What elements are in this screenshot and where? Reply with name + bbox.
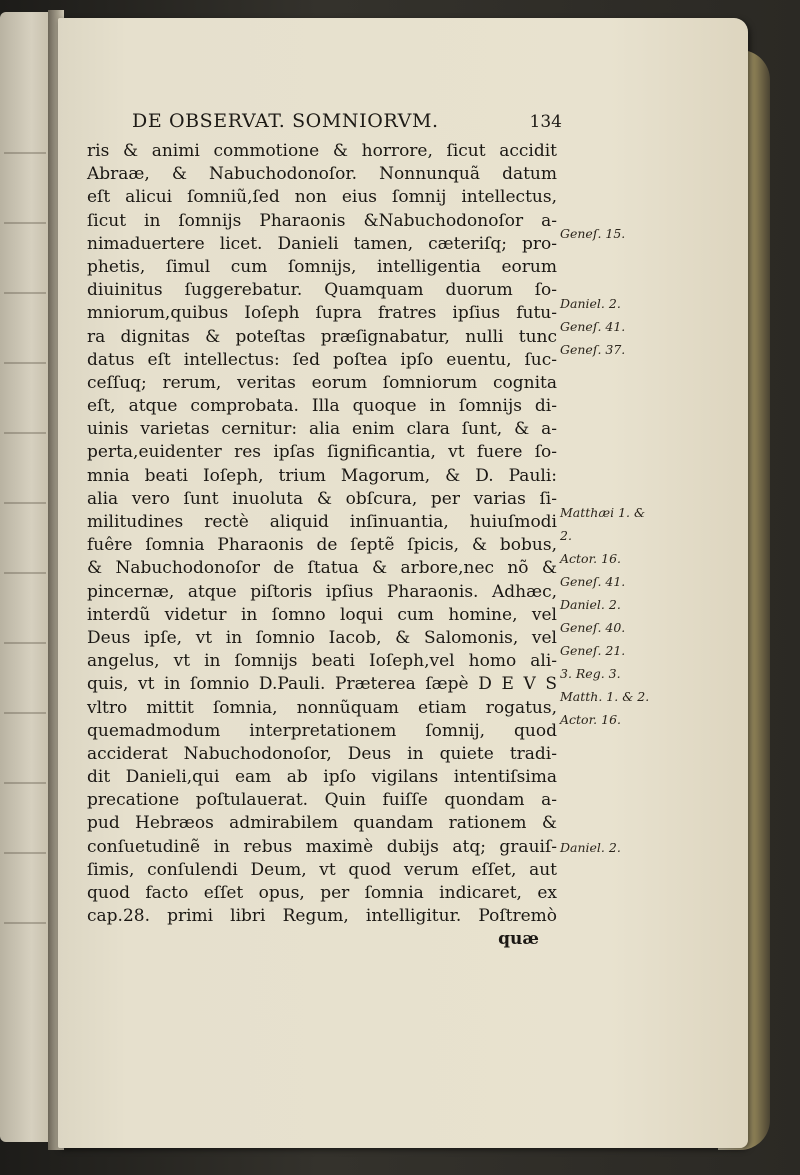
margin-note: Daniel. 2. xyxy=(560,597,621,612)
text-line: mnia beati Ioſeph, trium Magorum, & D. Pauli: xyxy=(87,465,557,486)
margin-note: Geneſ. 37. xyxy=(560,342,626,357)
text-line: ra dignitas & poteſtas præſignabatur, nulli tunc xyxy=(87,326,557,347)
margin-note: 2. xyxy=(560,528,572,543)
margin-note: Geneſ. 15. xyxy=(560,226,626,241)
text-line: mniorum,quibus Ioſeph ſupra fratres ipſius futu- xyxy=(87,303,557,324)
margin-note: Daniel. 2. xyxy=(560,296,621,311)
text-line: cap.28. primi libri Regum, intelligitur. Poſtremò xyxy=(87,906,557,927)
margin-note: Geneſ. 41. xyxy=(560,319,626,334)
text-line: angelus, vt in ſomnijs beati Ioſeph,vel homo ali- xyxy=(87,651,557,672)
text-line: eſt, atque comprobata. Illa quoque in ſomnijs di- xyxy=(87,396,557,417)
text-line: uinis varietas cernitur: alia enim clara ſunt, & a- xyxy=(87,419,557,440)
text-line: pud Hebræos admirabilem quandam rationem & xyxy=(87,813,557,834)
text-line: nimaduertere licet. Danieli tamen, cæteriſq; pro- xyxy=(87,233,557,254)
text-line: quis, vt in ſomnio D.Pauli. Præterea ſæpè D E V S xyxy=(87,674,557,695)
running-title: DE OBSERVAT. SOMNIORVM. xyxy=(132,110,439,132)
text-line: eſt alicui ſomniũ,ſed non eius ſomnij intellectus, xyxy=(87,187,557,208)
text-line: diuinitus ſuggerebatur. Quamquam duorum ſo- xyxy=(87,280,557,301)
margin-note: Geneſ. 40. xyxy=(560,620,626,635)
text-line: Abraæ, & Nabuchodonoſor. Nonnunquã datum xyxy=(87,164,557,185)
text-line: interdũ videtur in ſomno loqui cum homine, vel xyxy=(87,604,557,625)
text-line: & Nabuchodonoſor de ſtatua & arbore,nec nõ & xyxy=(87,558,557,579)
text-line: acciderat Nabuchodonoſor, Deus in quiete tradi- xyxy=(87,743,557,764)
text-line: quod facto eſſet opus, per ſomnia indicaret, ex xyxy=(87,883,557,903)
folio-number: 134 xyxy=(529,112,562,132)
text-line: fuêre ſomnia Pharaonis de ſeptẽ ſpicis, & bobus, xyxy=(87,535,557,556)
margin-note: Geneſ. 21. xyxy=(560,643,626,658)
text-line: quemadmodum interpretationem ſomnij, quod xyxy=(87,720,557,741)
facing-page-edge xyxy=(0,12,52,1142)
margin-note: 3. Reg. 3. xyxy=(560,666,621,681)
text-line: perta,euidenter res ipſas ſignificantia, vt fuere ſo- xyxy=(87,442,557,463)
margin-note: Geneſ. 41. xyxy=(560,574,626,589)
margin-note: Actor. 16. xyxy=(560,551,622,566)
text-line: militudines rectè aliquid inſinuantia, huiuſmodi xyxy=(87,512,557,532)
text-line: precatione poſtulauerat. Quin fuiſſe quondam a- xyxy=(87,790,557,811)
running-header xyxy=(132,110,562,132)
text-line: datus eſt intellectus: ſed poſtea ipſo euentu, ſuc- xyxy=(87,349,557,370)
margin-note: Matthæi 1. & xyxy=(560,505,646,520)
text-line: ſicut in ſomnijs Pharaonis &Nabuchodonoſor a- xyxy=(87,210,557,231)
body-text xyxy=(87,140,557,952)
text-line: vltro mittit ſomnia, nonnũquam etiam rogatus, xyxy=(87,697,557,718)
margin-note: Daniel. 2. xyxy=(560,840,621,855)
text-line: pincernæ, atque piſtoris ipſius Pharaonis. Adhæc, xyxy=(87,581,557,602)
margin-note: Matth. 1. & 2. xyxy=(560,689,650,704)
margin-note: Actor. 16. xyxy=(560,712,622,727)
text-line: ris & animi commotione & horrore, ſicut accidit xyxy=(87,141,557,161)
text-line: ſimis, conſulendi Deum, vt quod verum eſſet, aut xyxy=(87,859,557,880)
text-line: conſuetudinẽ in rebus maximè dubijs atq; grauiſ- xyxy=(87,836,557,857)
text-line: Deus ipſe, vt in ſomnio Iacob, & Salomonis, vel xyxy=(87,627,557,648)
text-line: dit Danieli,qui eam ab ipſo vigilans intentiſsima xyxy=(87,767,557,788)
text-line: ceſſuq; rerum, veritas eorum ſomniorum cognita xyxy=(87,372,557,393)
text-line: alia vero ſunt inuoluta & obſcura, per varias ſi- xyxy=(87,488,557,509)
text-line: phetis, ſimul cum ſomnijs, intelligentia eorum xyxy=(87,256,557,277)
catchword: quæ xyxy=(498,929,539,950)
